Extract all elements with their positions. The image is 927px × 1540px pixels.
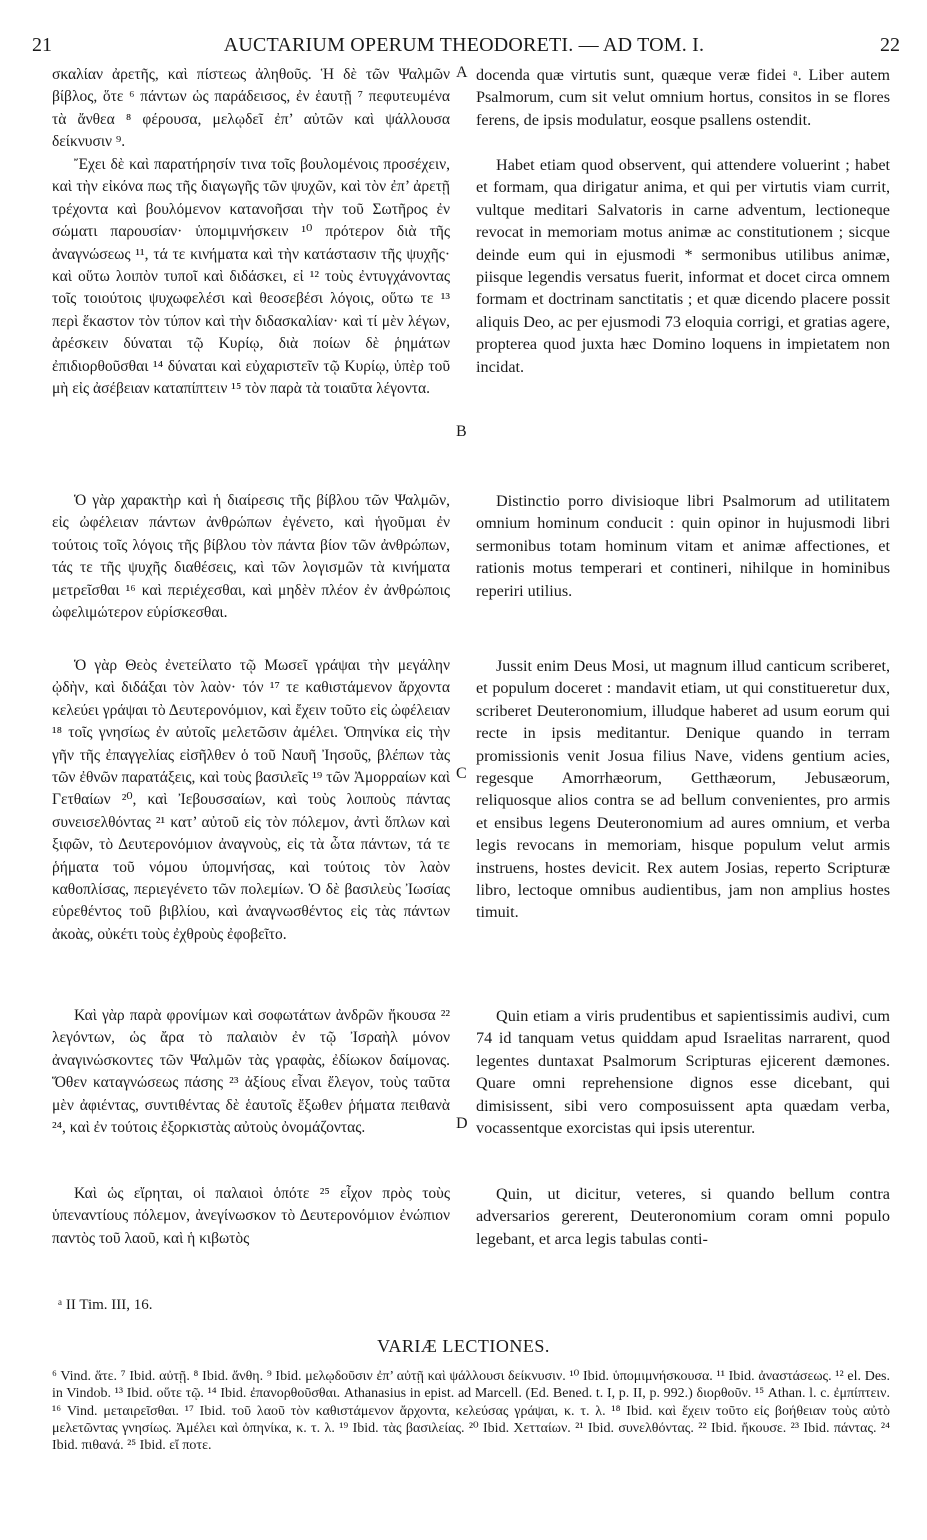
latin-paragraph: Quin etiam a viris prudentibus et sapientissimis audivi, cum 74 id tanquam vetus quiddam apud Israelitas narrarent, quod legentes duntaxat Psalmorum Scripturas ejicerent dæmones. Quare omni reprehensione dignos esse dicebant, qui dimisissent, sibi vero composuissent apta quædam verba, vocassentque exorcistas qui ipsis uterentur. [476, 1007, 890, 1138]
page-number-left: 21 [32, 34, 52, 56]
variae-lectiones-heading: VARIÆ LECTIONES. [377, 1336, 550, 1356]
latin-paragraph: Distinctio porro divisioque libri Psalmorum ad utilitatem omnium hominum conducit : quin opinor in hujusmodi libri sermonibus totam hominum vitam et animæ affectiones, et rationis motus temperari et contineri, nihilque in hominibus reperiri utilius. [476, 492, 890, 600]
margin-letter-a: A [456, 64, 468, 81]
latin-paragraph: Quin, ut dicitur, veteres, si quando bellum contra adversarios gererent, Deuteronomium coram omni populo legebant, et arca legis tabulas conti- [476, 1185, 890, 1248]
margin-letter-c: C [456, 765, 467, 782]
greek-paragraph: Καὶ ὡς εἴρηται, οἱ παλαιοὶ ὁπότε ²⁵ εἶχον πρὸς τοὺς ὑπεναντίους πόλεμον, ἀνεγίνωσκον τὸ Δευτερονόμιον ἐνώπιον παντὸς τοῦ λαοῦ, καὶ ἡ κιβωτὸς [52, 1185, 450, 1247]
greek-paragraph: Καὶ γὰρ παρὰ φρονίμων καὶ σοφωτάτων ἀνδρῶν ἤκουσα ²² λεγόντων, ὡς ἄρα τὸ παλαιὸν ἐν τῷ Ἰσραὴλ μόνον ἀναγινώσκοντες τῶν Ψαλμῶν τὰς γραφὰς, ἐδίωκον δαίμονας. Ὅθεν καταγνώσεως πάσης ²³ ἀξίους εἶναι ἔλεγον, τοὺς ταῦτα μὲν ἀφιέντας, συντιθέντας δὲ ἑαυτοῖς ἔξωθεν ῥήματα πειθανὰ ²⁴, καὶ ἐν τούτοις ἐξορκιστὰς αὐτοὺς ὀνομάζοντας. [52, 1007, 450, 1137]
greek-paragraph: Ὁ γὰρ χαρακτὴρ καὶ ἡ διαίρεσις τῆς βίβλου τῶν Ψαλμῶν, εἰς ὠφέλειαν πάντων ἀνθρώπων ἐγένετο, καὶ ἡγοῦμαι ἐν τούτοις τοῖς λόγοις τῆς βίβλου τὸν πάντα βίον τῶν ἀνθρώπων, τάς τε τῆς ψυχῆς διαθέσεις, καὶ τῶν λογισμῶν τὰ κινήματα μετρεῖσθαι ¹⁶ καὶ περιέχεσθαι, καὶ μηδὲν πλέον ἐν ἀνθρώποις ὠφελιμώτερον εὑρίσκεσθαι. [52, 492, 450, 622]
running-header [28, 34, 900, 64]
latin-paragraph: Jussit enim Deus Mosi, ut magnum illud canticum scriberet, et populum doceret : mandavit etiam, ut qui constitueretur dux, scriberet Deuteronomium, illudque haberet ad usum eorum qui recte in ipsis meditantur. Denique quando in terram promissionis venit Josua filius Nave, videns gentium acies, regesque Amorrhæorum, Getthæorum, Jebusæorum, reliquosque alios contra se ad bellum convenientes, pro armis et ensibus legens Deuteronomium ad aures omnium, et verba legis revocans in memoriam, hisque populum velut armis instruens, hostes devicit. Rex autem Josias, reperto Scripturæ libro, lectoque omnibus audientibus, jam non amplius hostes timuit. [476, 657, 890, 922]
margin-letter-b: B [456, 423, 467, 440]
greek-paragraph: Ὁ γὰρ Θεὸς ἐνετείλατο τῷ Μωσεῖ γράψαι τὴν μεγάλην ᾠδὴν, καὶ διδάξαι τὸν λαὸν· τόν ¹⁷ τε καθιστάμενον ἄρχοντα κελεύει γράψαι τὸ Δευτερονόμιον, καὶ ἔχειν τοῦτο εἰς ὠφέλειαν ¹⁸ τοῖς γνησίως ἐν αὐτοῖς μελετῶσιν ἀμέλει. Ὁπηνίκα εἰς τὴν γῆν τῆς ἐπαγγελίας εἰσῆλθεν ὁ τοῦ Ναυῆ Ἰησοῦς, βλέπων τὰς τῶν ἐθνῶν παρατάξεις, καὶ τοὺς βασιλεῖς ¹⁹ τῶν Ἀμορραίων καὶ Γετθαίων ²⁰, καὶ Ἰεβουσσαίων, καὶ τοὺς λοιποὺς πάντας συνεισελθόντας ²¹ κατ’ αὐτοῦ εἰς τὸν πόλεμον, ἀντὶ ὅπλων καὶ ξιφῶν, τὸ Δευτερονόμιον ἀναγνοὺς, εἰς τὰ ὦτα πάντων, τά τε ῥήματα τοῦ νόμου ὑπομνήσας, καὶ τούτοις τὸν λαὸν καθοπλίσας, περιεγένετο τῶν πολεμίων. Ὁ δὲ βασιλεὺς Ἰωσίας εὑρεθέντος τοῦ βιβλίου, καὶ ἀναγνωσθέντος εἰς τὰς πάντων ἀκοὰς, οὐκέτι τοὺς ἐχθροὺς ἐφοβεῖτο. [52, 657, 450, 943]
greek-paragraph: Ἔχει δὲ καὶ παρατήρησίν τινα τοῖς βουλομένοις προσέχειν, καὶ τὴν εἰκόνα πως τῆς διαγωγῆς τῶν ψυχῶν, καὶ τὸν ἐπ’ ἀρετῇ τρέχοντα καὶ βουλόμενον κατανοῆσαι τὴν τοῦ Σωτῆρος ἐν σώματι παρουσίαν· ὑπομιμνήσκειν ¹⁰ πρότερον διὰ τῆς ἀναγνώσεως ¹¹, τά τε κινήματα καὶ τὴν κατάστασιν τῆς ψυχῆς· καὶ οὕτω λοιπὸν τυποῖ καὶ διδάσκει, εἰ ¹² τοὺς ἐντυγχάνοντας τοῖς τοιούτοις ψυχωφελέσι καὶ θεοσεβέσι λόγοις, οὕτω τε ¹³ περὶ ἕκαστον τὸν τύπον καὶ τὴν διδασκαλίαν· καὶ τί μὲν λέγων, ἀρέσκειν δύναται τῷ Κυρίῳ, διὰ ποίων δὲ ῥημάτων ἐπιδιορθοῦσθαι ¹⁴ δύναται καὶ εὐχαριστεῖν τῷ Κυρίῳ, ὑπὲρ τοῦ μὴ εἰς ἀσέβειαν καταπίπτειν ¹⁵ τὸν παρὰ τὰ τοιαῦτα λέγοντα. [52, 156, 450, 398]
margin-letter-d: D [456, 1115, 468, 1132]
latin-paragraph: docenda quæ virtutis sunt, quæque veræ fidei ᵃ. Liber autem Psalmorum, cum sit velut omnium hortus, consitos in se flores ferens, de ipsis modulatur, eosque psallens ostendit. [476, 66, 890, 129]
variae-lectiones-text: ⁶ Vind. ἅτε. ⁷ Ibid. αὐτῇ. ⁸ Ibid. ἄνθη. ⁹ Ibid. μελῳδοῦσιν ἐπ’ αὐτῇ καὶ ψάλλουσι δείκνυσιν. ¹⁰ Ibid. ὑπομιμνήσκουσα. ¹¹ Ibid. ἀναστάσεως. ¹² el. Des. in Vindob. ¹³ Ibid. οὕτε τῷ. ¹⁴ Ibid. ἐπανορθοῦσθαι. Athanasius in epist. ad Marcell. (Ed. Bened. t. I, p. II, p. 992.) διορθοῦν. ¹⁵ Athan. l. c. ἐμπίπτειν. ¹⁶ Vind. μεταιρεῖσθαι. ¹⁷ Ibid. τοῦ λαοῦ τὸν καθιστάμενον ἄρχοντα, κελεύσας γράψαι, κ. τ. λ. ¹⁸ Ibid. καὶ ἔχειν τοῦτο εἰς βοήθειαν τοὺς αὐτὸ μελετῶντας γνησίως. Ἀμέλει καὶ ὁπηνίκα, κ. τ. λ. ¹⁹ Ibid. τὰς βασιλείας. ²⁰ Ibid. Χετταίων. ²¹ Ibid. συνελθόντας. ²² Ibid. ἤκουσε. ²³ Ibid. πάντας. ²⁴ Ibid. πιθανά. ²⁵ Ibid. εἴ ποτε. [52, 1369, 890, 1454]
latin-paragraph: Habet etiam quod observent, qui attendere voluerint ; habet et formam, qua dirigatur anima, et qui per virtutis viam currit, vultque meditari Salvatoris in carne adventum, lectioneque revocat in memoriam motus animæ ac constitutionem ; sicque deinde eum qui in ejusmodi * sermonibus utilibus animæ, piisque legendis versatus fuerit, informat et docet circa omnem formam et doctrinam sanctitatis ; et quæ dicendo placere possit aliquis Deo, ac per ejusmodi 73 eloquia corrigi, et gratias agere, propterea quod juxta hæc Domino loquens in impietatem non incidat. [476, 156, 890, 376]
running-title: AUCTARIUM OPERUM THEODORETI. — AD TOM. I. [223, 34, 705, 56]
page-number-right: 22 [880, 34, 900, 56]
greek-paragraph: σκαλίαν ἀρετῆς, καὶ πίστεως ἀληθοῦς. Ἡ δὲ τῶν Ψαλμῶν βίβλος, ὅτε ⁶ πάντων ὡς παράδεισος, ἐν ἑαυτῇ ⁷ πεφυτευμένα τὰ ἄνθεα ⁸ φέρουσα, μελῳδεῖ ἐπ’ αὐτῶν καὶ ψάλλουσα δείκνυσιν ⁹. [52, 66, 450, 151]
footnote: ᵃ II Tim. III, 16. [58, 1297, 153, 1313]
